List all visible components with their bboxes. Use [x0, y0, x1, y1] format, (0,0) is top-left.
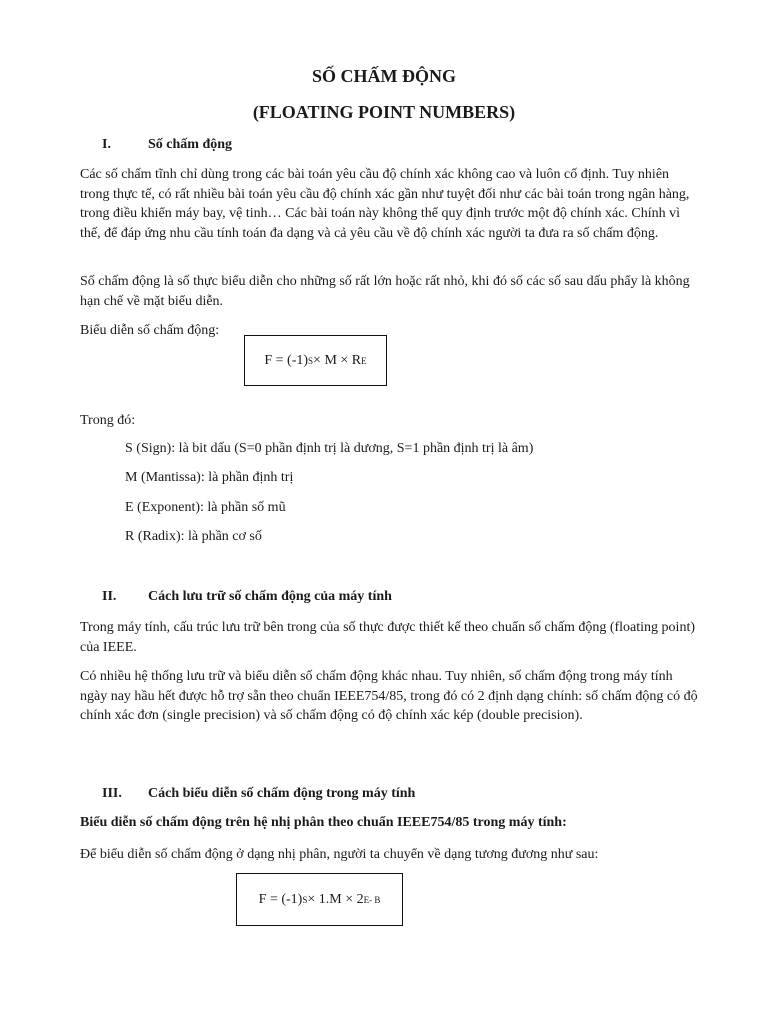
section-1-paragraph-2: Số chấm động là số thực biểu diễn cho những số rất lớn hoặc rất nhỏ, khi đó số các số sau dấu phẩy là không hạn chế về mặt biểu diễn.	[80, 274, 690, 309]
definition-sign: S (Sign): là bit dấu (S=0 phần định trị là dương, S=1 phần định trị là âm)	[125, 441, 534, 456]
definition-exponent: E (Exponent): là phần số mũ	[125, 500, 286, 515]
ieee-formula-box: F = (-1) S × 1.M × 2 E- B	[236, 873, 403, 926]
floating-point-formula-box: F = (-1) S × M × R E	[244, 335, 387, 386]
section-2-title: Cách lưu trữ số chấm động của máy tính	[148, 589, 392, 604]
formula-lhs: F = (-1)	[264, 352, 309, 368]
document-subtitle: (FLOATING POINT NUMBERS)	[252, 102, 516, 122]
definition-mantissa: M (Mantissa): là phần định trị	[125, 470, 294, 485]
section-3-number: III.	[102, 786, 122, 801]
section-1-number: I.	[102, 137, 111, 152]
where-label: Trong đó:	[80, 413, 136, 428]
section-2-paragraph-1: Trong máy tính, cấu trúc lưu trữ bên trong của số thực được thiết kế theo chuẩn số chấm động (floating point) của IEEE.	[80, 620, 695, 655]
section-1-title: Số chấm động	[148, 137, 233, 152]
document-title: SỐ CHẤM ĐỘNG	[312, 66, 456, 86]
ieee-formula-middle: × 1.M × 2	[307, 891, 364, 907]
section-2-paragraph-2: Có nhiều hệ thống lưu trữ và biểu diễn số chấm động khác nhau. Tuy nhiên, số chấm động trong máy tính ngày nay hầu hết được hỗ trợ sẵn theo chuẩn IEEE754/85, trong đó có 2 định dạng chính: số chấm động có độ chính xác đơn (single precision) và số chấm động có độ chính xác kép (double precision).	[80, 669, 698, 723]
formula-label: Biểu diễn số chấm động:	[80, 323, 220, 338]
section-1-paragraph-1: Các số chấm tĩnh chỉ dùng trong các bài toán yêu cầu độ chính xác không cao và luôn cố định. Tuy nhiên trong thực tế, có rất nhiều bài toán yêu cầu độ chính xác gần như tuyệt đối như các bài toán trong ngân hàng, trong điều khiển máy bay, vệ tinh… Các bài toán này không thể quy định trước một độ chính xác. Chính vì thế, để đáp ứng nhu cầu tính toán đa dạng và cả yêu cầu về độ chính xác người ta đưa ra số chấm động.	[80, 167, 690, 241]
ieee-formula-lhs: F = (-1)	[258, 891, 303, 907]
formula-middle: × M × R	[313, 352, 362, 368]
section-2-number: II.	[102, 589, 117, 604]
section-3-title: Cách biểu diễn số chấm động trong máy tính	[148, 786, 416, 801]
definition-radix: R (Radix): là phần cơ số	[125, 529, 262, 544]
section-3-paragraph-1: Để biểu diễn số chấm động ở dạng nhị phân, người ta chuyển về dạng tương đương như sau:	[80, 847, 599, 862]
section-3-bold-line: Biểu diễn số chấm động trên hệ nhị phân theo chuẩn IEEE754/85 trong máy tính:	[80, 815, 567, 830]
